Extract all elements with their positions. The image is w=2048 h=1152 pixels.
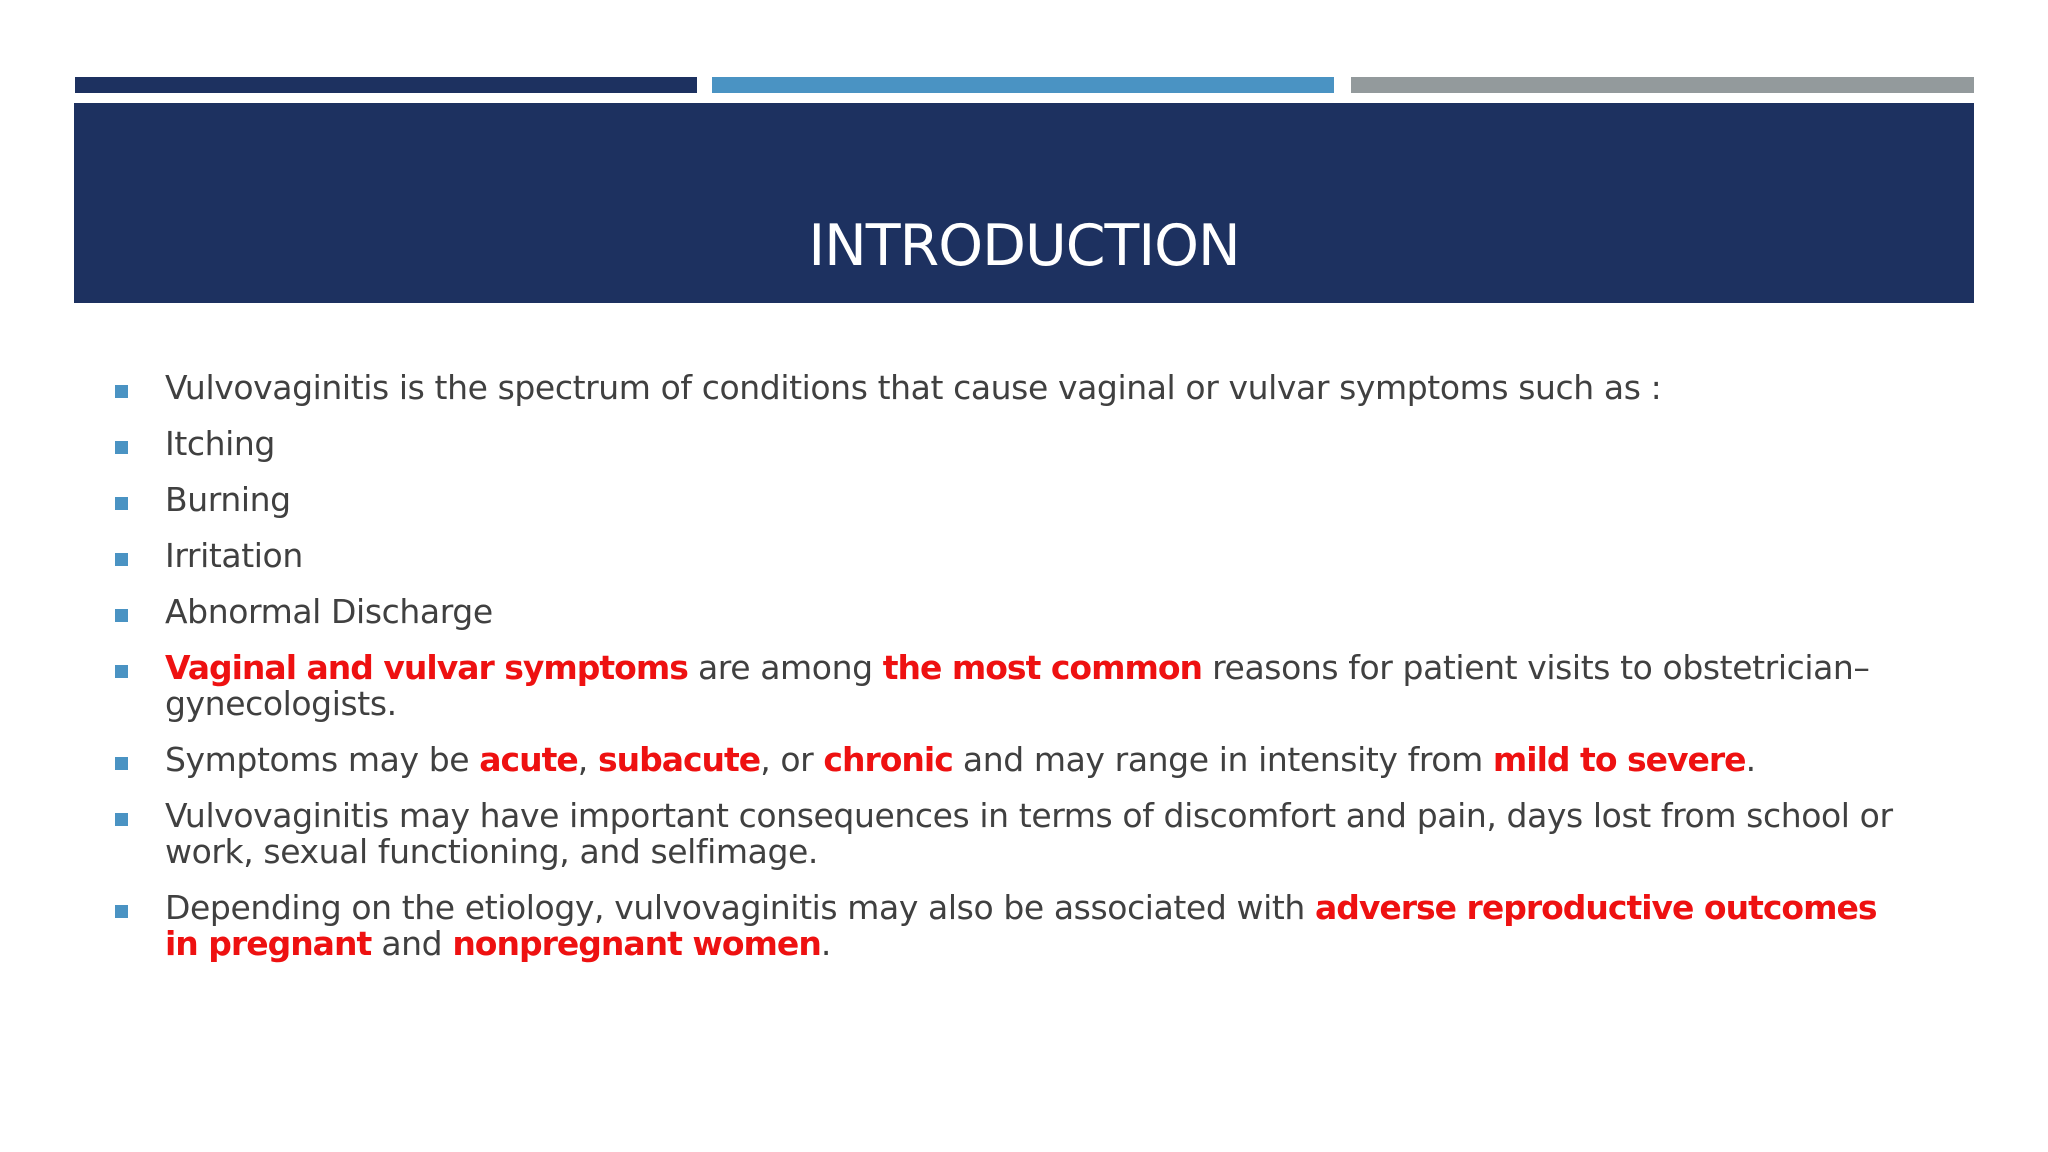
bullet-square-icon — [115, 497, 128, 510]
bullet-text: reasons for patient visits to obstetrician–gynecologists. — [165, 648, 1870, 723]
highlight-text: acute — [479, 740, 578, 779]
bullet-item-itching — [112, 426, 1912, 462]
bullet-text: and may range in intensity from — [952, 740, 1493, 779]
bullet-item-discharge — [112, 594, 1912, 630]
bullet-text: Irritation — [165, 536, 303, 575]
bullet-square-icon — [115, 441, 128, 454]
bullet-text: Vulvovaginitis may have important consequences in terms of discomfort and pain, days lost from school or work, sexual functioning, and selfimage. — [165, 796, 1893, 871]
bullet-text: Abnormal Discharge — [165, 592, 493, 631]
bullet-item-consequences — [112, 798, 1912, 870]
bullet-item-symptom-course — [112, 742, 1912, 778]
bullet-text: , or — [760, 740, 824, 779]
bullet-text: and — [371, 924, 453, 963]
bullet-square-icon — [115, 757, 128, 770]
bullet-square-icon — [115, 553, 128, 566]
accent-bar-gray — [1351, 77, 1974, 93]
bullet-square-icon — [115, 385, 128, 398]
bullet-text: . — [1745, 740, 1756, 779]
bullet-text: Vulvovaginitis is the spectrum of conditions that cause vaginal or vulvar symptoms such as : — [165, 368, 1662, 407]
highlight-text: nonpregnant women — [452, 924, 821, 963]
bullet-square-icon — [115, 665, 128, 678]
bullet-text: are among — [687, 648, 883, 687]
bullet-item-common-symptoms — [112, 650, 1912, 722]
bullet-text: , — [577, 740, 598, 779]
bullet-text: Burning — [165, 480, 291, 519]
highlight-text: mild to severe — [1492, 740, 1746, 779]
highlight-text: the most common — [882, 648, 1203, 687]
bullet-square-icon — [115, 813, 128, 826]
bullet-item-irritation — [112, 538, 1912, 574]
bullet-text: . — [820, 924, 831, 963]
bullet-square-icon — [115, 609, 128, 622]
bullet-text: Depending on the etiology, vulvovaginitis may also be associated with — [165, 888, 1315, 927]
accent-bar-dark — [75, 77, 697, 93]
highlight-text: adverse reproductive outcomes in pregnant — [165, 888, 1877, 963]
title-band — [74, 103, 1974, 303]
highlight-text: subacute — [597, 740, 761, 779]
slide-title: INTRODUCTION — [808, 213, 1240, 279]
bullet-item-etiology — [112, 890, 1912, 962]
bullet-item-burning — [112, 482, 1912, 518]
highlight-text: chronic — [823, 740, 953, 779]
accent-bar-blue — [712, 77, 1334, 93]
highlight-text: Vaginal and vulvar symptoms — [165, 648, 688, 687]
bullet-list — [112, 370, 1912, 982]
bullet-square-icon — [115, 905, 128, 918]
bullet-text: Symptoms may be — [165, 740, 480, 779]
bullet-item-definition — [112, 370, 1912, 406]
bullet-text: Itching — [165, 424, 275, 463]
